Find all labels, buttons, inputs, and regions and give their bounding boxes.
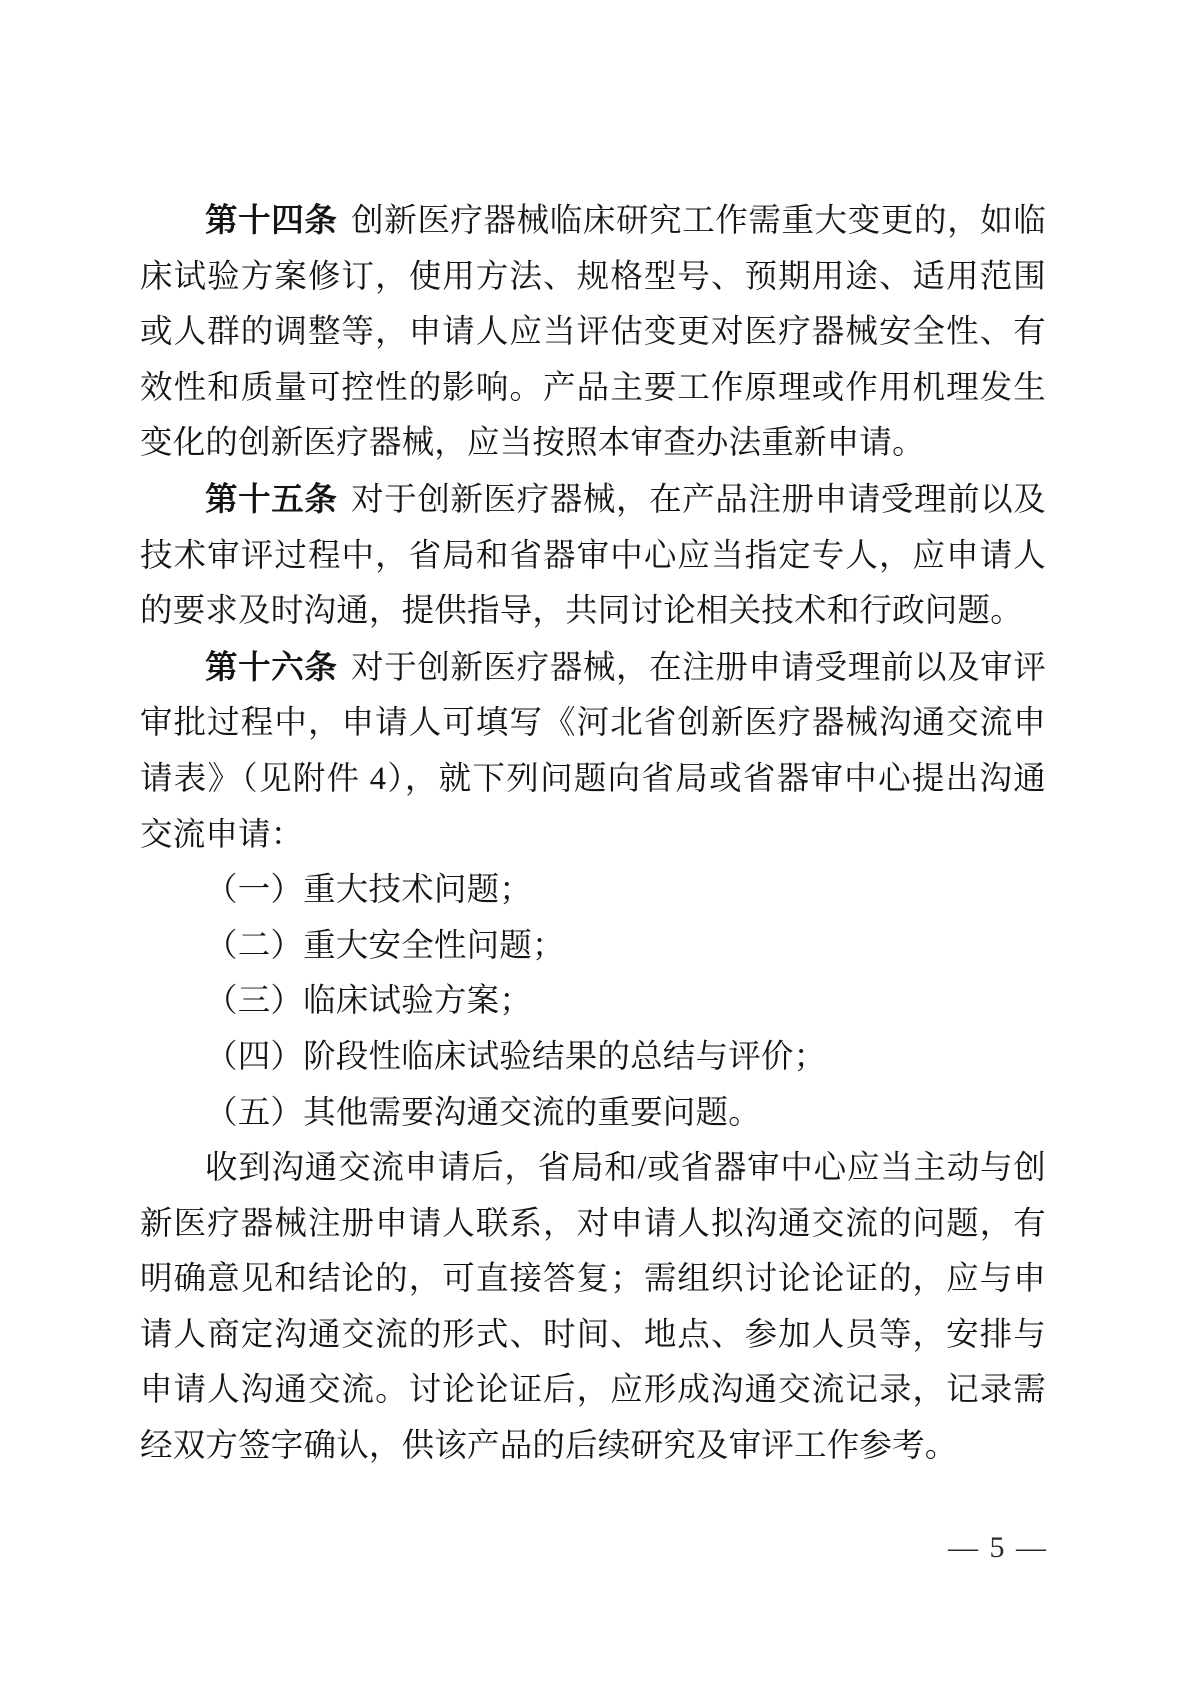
paragraph-article-16: [140, 640, 1046, 863]
list-item-3-text: （三）临床试验方案；: [205, 983, 533, 1020]
list-item-2: [140, 919, 1046, 975]
page-footer: [948, 1528, 1048, 1568]
paragraph-communication-procedure: [140, 1141, 1046, 1475]
list-item-3: [140, 974, 1046, 1030]
article-15-heading: 第十五条: [205, 480, 338, 517]
paragraph-communication-procedure-text: 收到沟通交流申请后，省局和/或省器审中心应当主动与创新医疗器械注册申请人联系，对申请人拟沟通交流的问题，有明确意见和结论的，可直接答复；需组织讨论论证的，应与申请人商定沟通交流的形式、时间、地点、参加人员等，安排与申请人沟通交流。讨论论证后，应形成沟通交流记录，记录需经双方签字确认，供该产品的后续研究及审评工作参考。: [140, 1150, 1046, 1465]
page-number: — 5 —: [948, 1531, 1048, 1564]
document-body: [140, 193, 1046, 1475]
list-item-5-text: （五）其他需要沟通交流的重要问题。: [205, 1094, 761, 1131]
list-item-5: [140, 1086, 1046, 1142]
article-14-heading: 第十四条: [205, 202, 338, 238]
paragraph-article-15: [140, 472, 1046, 640]
list-item-2-text: （二）重大安全性问题；: [205, 927, 565, 964]
list-item-1-text: （一）重大技术问题；: [205, 872, 533, 909]
list-item-4: [140, 1030, 1046, 1086]
article-16-text: 对于创新医疗器械，在注册申请受理前以及审评审批过程中，申请人可填写《河北省创新医疗器械沟通交流申请表》（见附件 4），就下列问题向省局或省器审中心提出沟通交流申请：: [140, 649, 1046, 853]
paragraph-article-14: [140, 193, 1046, 472]
list-item-1: [140, 863, 1046, 919]
article-16-heading: 第十六条: [205, 648, 338, 685]
list-item-4-text: （四）阶段性临床试验结果的总结与评价；: [205, 1038, 827, 1075]
article-14-text: 创新医疗器械临床研究工作需重大变更的，如临床试验方案修订，使用方法、规格型号、预期用途、适用范围或人群的调整等，申请人应当评估变更对医疗器械安全性、有效性和质量可控性的影响。产品主要工作原理或作用机理发生变化的创新医疗器械，应当按照本审查办法重新申请。: [140, 203, 1046, 462]
article-15-text: 对于创新医疗器械，在产品注册申请受理前以及技术审评过程中，省局和省器审中心应当指定专人，应申请人的要求及时沟通，提供指导，共同讨论相关技术和行政问题。: [140, 481, 1046, 630]
